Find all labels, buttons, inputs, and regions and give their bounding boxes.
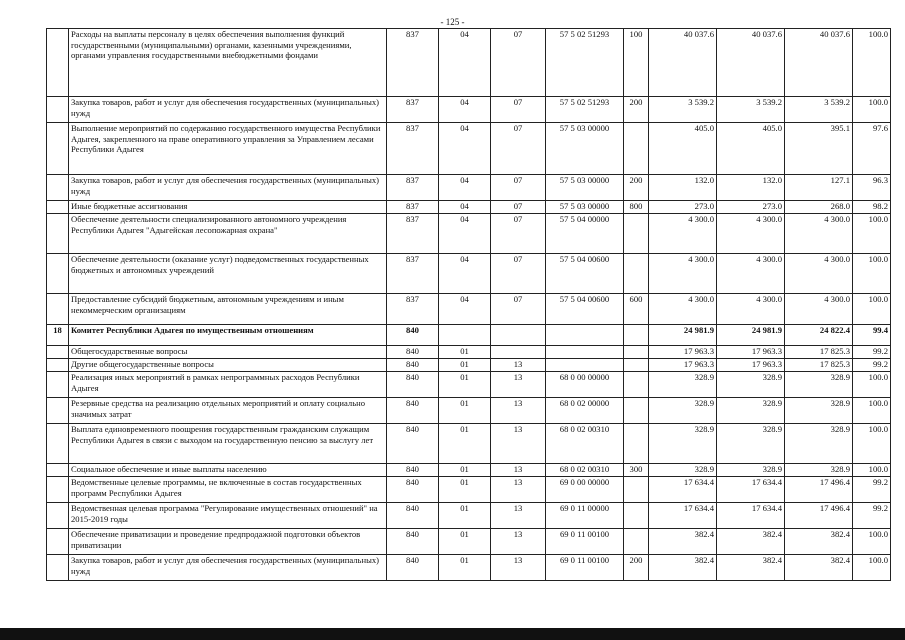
executed-amount: 328.9	[785, 424, 853, 464]
ved-code: 840	[387, 346, 439, 359]
section-code: 01	[439, 477, 491, 503]
refined-amount: 382.4	[717, 529, 785, 555]
row-number	[47, 29, 69, 97]
expense-type-code: 600	[624, 294, 649, 325]
page-number: - 125 -	[440, 17, 465, 27]
ved-code: 840	[387, 325, 439, 346]
ved-code: 840	[387, 529, 439, 555]
expense-type-code: 200	[624, 175, 649, 201]
item-name: Выплата единовременного поощрения государственным гражданским служащим Республики Адыгея в связи с выходом на государственную пенсию за выслугу лет	[69, 424, 387, 464]
executed-amount: 382.4	[785, 529, 853, 555]
section-code: 04	[439, 214, 491, 254]
target-article-code	[546, 346, 624, 359]
ved-code: 840	[387, 555, 439, 581]
refined-amount: 24 981.9	[717, 325, 785, 346]
refined-amount: 132.0	[717, 175, 785, 201]
item-name: Закупка товаров, работ и услуг для обеспечения государственных (муниципальных) нужд	[69, 97, 387, 123]
item-name: Ведомственные целевые программы, не включенные в состав государственных программ Республики Адыгея	[69, 477, 387, 503]
refined-amount: 17 634.4	[717, 503, 785, 529]
table-row	[47, 214, 891, 254]
row-number	[47, 201, 69, 214]
row-number	[47, 346, 69, 359]
section-code: 01	[439, 529, 491, 555]
refined-amount: 328.9	[717, 464, 785, 477]
table-row	[47, 359, 891, 372]
item-name: Резервные средства на реализацию отдельных мероприятий и оплату социально значимых затрат	[69, 398, 387, 424]
item-name: Иные бюджетные ассигнования	[69, 201, 387, 214]
subsection-code: 07	[491, 175, 546, 201]
section-code: 04	[439, 201, 491, 214]
executed-amount: 4 300.0	[785, 214, 853, 254]
execution-percent: 99.2	[853, 477, 891, 503]
subsection-code: 07	[491, 29, 546, 97]
refined-amount: 328.9	[717, 424, 785, 464]
refined-amount: 17 963.3	[717, 346, 785, 359]
section-code: 04	[439, 97, 491, 123]
section-code: 01	[439, 503, 491, 529]
section-code	[439, 325, 491, 346]
section-code: 04	[439, 123, 491, 175]
executed-amount: 17 496.4	[785, 477, 853, 503]
table-body	[47, 29, 891, 581]
planned-amount: 17 963.3	[649, 346, 717, 359]
planned-amount: 382.4	[649, 555, 717, 581]
ved-code: 837	[387, 29, 439, 97]
refined-amount: 4 300.0	[717, 254, 785, 294]
row-number	[47, 477, 69, 503]
planned-amount: 17 634.4	[649, 503, 717, 529]
execution-percent: 99.2	[853, 346, 891, 359]
subsection-code: 07	[491, 254, 546, 294]
execution-percent: 100.0	[853, 372, 891, 398]
subsection-code: 13	[491, 359, 546, 372]
subsection-code: 07	[491, 201, 546, 214]
refined-amount: 273.0	[717, 201, 785, 214]
executed-amount: 382.4	[785, 555, 853, 581]
refined-amount: 4 300.0	[717, 294, 785, 325]
ved-code: 837	[387, 294, 439, 325]
row-number	[47, 359, 69, 372]
executed-amount: 17 496.4	[785, 503, 853, 529]
ved-code: 837	[387, 123, 439, 175]
table-row	[47, 424, 891, 464]
row-number	[47, 555, 69, 581]
planned-amount: 40 037.6	[649, 29, 717, 97]
execution-percent: 100.0	[853, 555, 891, 581]
ved-code: 840	[387, 464, 439, 477]
target-article-code: 69 0 00 00000	[546, 477, 624, 503]
expense-type-code	[624, 503, 649, 529]
executed-amount: 40 037.6	[785, 29, 853, 97]
table-row	[47, 477, 891, 503]
expense-type-code	[624, 254, 649, 294]
table-row	[47, 175, 891, 201]
item-name: Комитет Республики Адыгея по имущественным отношениям	[69, 325, 387, 346]
target-article-code: 57 5 03 00000	[546, 123, 624, 175]
subsection-code	[491, 325, 546, 346]
item-name: Закупка товаров, работ и услуг для обеспечения государственных (муниципальных) нужд	[69, 175, 387, 201]
row-number	[47, 254, 69, 294]
subsection-code	[491, 346, 546, 359]
scan-border	[0, 628, 905, 640]
expense-type-code: 800	[624, 201, 649, 214]
table-row	[47, 123, 891, 175]
section-code: 04	[439, 175, 491, 201]
refined-amount: 40 037.6	[717, 29, 785, 97]
executed-amount: 24 822.4	[785, 325, 853, 346]
table-row	[47, 555, 891, 581]
section-code: 01	[439, 346, 491, 359]
planned-amount: 328.9	[649, 398, 717, 424]
row-number	[47, 175, 69, 201]
table-row	[47, 97, 891, 123]
ved-code: 837	[387, 201, 439, 214]
refined-amount: 3 539.2	[717, 97, 785, 123]
table-row	[47, 201, 891, 214]
subsection-code: 07	[491, 214, 546, 254]
ved-code: 840	[387, 359, 439, 372]
executed-amount: 4 300.0	[785, 254, 853, 294]
planned-amount: 405.0	[649, 123, 717, 175]
expense-type-code: 200	[624, 97, 649, 123]
ved-code: 837	[387, 254, 439, 294]
execution-percent: 100.0	[853, 464, 891, 477]
expense-type-code	[624, 398, 649, 424]
table-row	[47, 503, 891, 529]
refined-amount: 405.0	[717, 123, 785, 175]
target-article-code: 69 0 11 00100	[546, 555, 624, 581]
expense-type-code: 200	[624, 555, 649, 581]
subsection-code: 13	[491, 529, 546, 555]
planned-amount: 4 300.0	[649, 254, 717, 294]
row-number	[47, 424, 69, 464]
item-name: Расходы на выплаты персоналу в целях обеспечения выполнения функций государственными (муниципальными) органами, казенными учреждениями, органами управления государственными внебюджетными фондами	[69, 29, 387, 97]
row-number: 18	[47, 325, 69, 346]
item-name: Закупка товаров, работ и услуг для обеспечения государственных (муниципальных) нужд	[69, 555, 387, 581]
planned-amount: 132.0	[649, 175, 717, 201]
subsection-code: 13	[491, 477, 546, 503]
planned-amount: 382.4	[649, 529, 717, 555]
table-row	[47, 294, 891, 325]
ved-code: 840	[387, 398, 439, 424]
execution-percent: 100.0	[853, 424, 891, 464]
expense-type-code	[624, 325, 649, 346]
execution-percent: 97.6	[853, 123, 891, 175]
budget-table	[46, 28, 891, 581]
executed-amount: 3 539.2	[785, 97, 853, 123]
executed-amount: 328.9	[785, 464, 853, 477]
table-row	[47, 464, 891, 477]
ved-code: 837	[387, 97, 439, 123]
item-name: Другие общегосударственные вопросы	[69, 359, 387, 372]
planned-amount: 17 634.4	[649, 477, 717, 503]
executed-amount: 395.1	[785, 123, 853, 175]
ved-code: 840	[387, 372, 439, 398]
planned-amount: 328.9	[649, 372, 717, 398]
executed-amount: 4 300.0	[785, 294, 853, 325]
expense-type-code: 300	[624, 464, 649, 477]
row-number	[47, 294, 69, 325]
execution-percent: 100.0	[853, 214, 891, 254]
execution-percent: 100.0	[853, 29, 891, 97]
execution-percent: 99.2	[853, 359, 891, 372]
table-row	[47, 529, 891, 555]
subsection-code: 07	[491, 97, 546, 123]
planned-amount: 328.9	[649, 464, 717, 477]
subsection-code: 13	[491, 555, 546, 581]
section-code: 04	[439, 29, 491, 97]
subsection-code: 13	[491, 464, 546, 477]
refined-amount: 328.9	[717, 398, 785, 424]
section-code: 01	[439, 424, 491, 464]
target-article-code: 57 5 04 00000	[546, 214, 624, 254]
section-code: 01	[439, 372, 491, 398]
ved-code: 837	[387, 214, 439, 254]
refined-amount: 17 634.4	[717, 477, 785, 503]
ved-code: 840	[387, 477, 439, 503]
planned-amount: 4 300.0	[649, 294, 717, 325]
subsection-code: 07	[491, 123, 546, 175]
execution-percent: 100.0	[853, 97, 891, 123]
refined-amount: 17 963.3	[717, 359, 785, 372]
row-number	[47, 398, 69, 424]
planned-amount: 24 981.9	[649, 325, 717, 346]
refined-amount: 328.9	[717, 372, 785, 398]
subsection-code: 13	[491, 372, 546, 398]
target-article-code	[546, 325, 624, 346]
target-article-code: 57 5 04 00600	[546, 294, 624, 325]
target-article-code: 69 0 11 00100	[546, 529, 624, 555]
execution-percent: 100.0	[853, 529, 891, 555]
ved-code: 840	[387, 503, 439, 529]
table-row	[47, 254, 891, 294]
target-article-code: 57 5 03 00000	[546, 201, 624, 214]
section-code: 04	[439, 254, 491, 294]
row-number	[47, 529, 69, 555]
subsection-code: 13	[491, 503, 546, 529]
planned-amount: 17 963.3	[649, 359, 717, 372]
section-code: 01	[439, 398, 491, 424]
executed-amount: 328.9	[785, 398, 853, 424]
ved-code: 837	[387, 175, 439, 201]
target-article-code: 69 0 11 00000	[546, 503, 624, 529]
table-row	[47, 398, 891, 424]
execution-percent: 99.2	[853, 503, 891, 529]
table-row	[47, 29, 891, 97]
target-article-code: 68 0 00 00000	[546, 372, 624, 398]
expense-type-code	[624, 372, 649, 398]
table-row	[47, 372, 891, 398]
row-number	[47, 123, 69, 175]
row-number	[47, 503, 69, 529]
target-article-code: 68 0 02 00310	[546, 424, 624, 464]
execution-percent: 99.4	[853, 325, 891, 346]
executed-amount: 268.0	[785, 201, 853, 214]
executed-amount: 328.9	[785, 372, 853, 398]
expense-type-code	[624, 424, 649, 464]
target-article-code: 68 0 02 00310	[546, 464, 624, 477]
executed-amount: 127.1	[785, 175, 853, 201]
target-article-code: 57 5 02 51293	[546, 97, 624, 123]
item-name: Предоставление субсидий бюджетным, автономным учреждениям и иным некоммерческим организациям	[69, 294, 387, 325]
target-article-code: 57 5 04 00600	[546, 254, 624, 294]
item-name: Обеспечение приватизации и проведение предпродажной подготовки объектов приватизации	[69, 529, 387, 555]
expense-type-code	[624, 477, 649, 503]
item-name: Обеспечение деятельности (оказание услуг) подведомственных государственных бюджетных и автономных учреждений	[69, 254, 387, 294]
executed-amount: 17 825.3	[785, 359, 853, 372]
table-row	[47, 346, 891, 359]
target-article-code: 57 5 02 51293	[546, 29, 624, 97]
item-name: Реализация иных мероприятий в рамках непрограммных расходов Республики Адыгея	[69, 372, 387, 398]
planned-amount: 328.9	[649, 424, 717, 464]
row-number	[47, 464, 69, 477]
target-article-code: 68 0 02 00000	[546, 398, 624, 424]
item-name: Социальное обеспечение и иные выплаты населению	[69, 464, 387, 477]
refined-amount: 382.4	[717, 555, 785, 581]
item-name: Общегосударственные вопросы	[69, 346, 387, 359]
execution-percent: 96.3	[853, 175, 891, 201]
expense-type-code	[624, 359, 649, 372]
expense-type-code	[624, 214, 649, 254]
planned-amount: 3 539.2	[649, 97, 717, 123]
ved-code: 840	[387, 424, 439, 464]
row-number	[47, 214, 69, 254]
subsection-code: 13	[491, 398, 546, 424]
expense-type-code	[624, 529, 649, 555]
expense-type-code	[624, 346, 649, 359]
item-name: Обеспечение деятельности специализированного автономного учреждения Республики Адыгея "Адыгейская лесопожарная охрана"	[69, 214, 387, 254]
target-article-code: 57 5 03 00000	[546, 175, 624, 201]
planned-amount: 273.0	[649, 201, 717, 214]
section-code: 01	[439, 555, 491, 581]
refined-amount: 4 300.0	[717, 214, 785, 254]
expense-type-code	[624, 123, 649, 175]
expense-type-code: 100	[624, 29, 649, 97]
item-name: Ведомственная целевая программа "Регулирование имущественных отношений" на 2015-2019 годы	[69, 503, 387, 529]
execution-percent: 98.2	[853, 201, 891, 214]
section-code: 04	[439, 294, 491, 325]
section-code: 01	[439, 464, 491, 477]
target-article-code	[546, 359, 624, 372]
execution-percent: 100.0	[853, 254, 891, 294]
execution-percent: 100.0	[853, 398, 891, 424]
planned-amount: 4 300.0	[649, 214, 717, 254]
subsection-code: 13	[491, 424, 546, 464]
table-row	[47, 325, 891, 346]
item-name: Выполнение мероприятий по содержанию государственного имущества Республики Адыгея, закрепленного на праве оперативного управления за Управлением лесами Республики Адыгея	[69, 123, 387, 175]
subsection-code: 07	[491, 294, 546, 325]
execution-percent: 100.0	[853, 294, 891, 325]
row-number	[47, 372, 69, 398]
row-number	[47, 97, 69, 123]
section-code: 01	[439, 359, 491, 372]
executed-amount: 17 825.3	[785, 346, 853, 359]
